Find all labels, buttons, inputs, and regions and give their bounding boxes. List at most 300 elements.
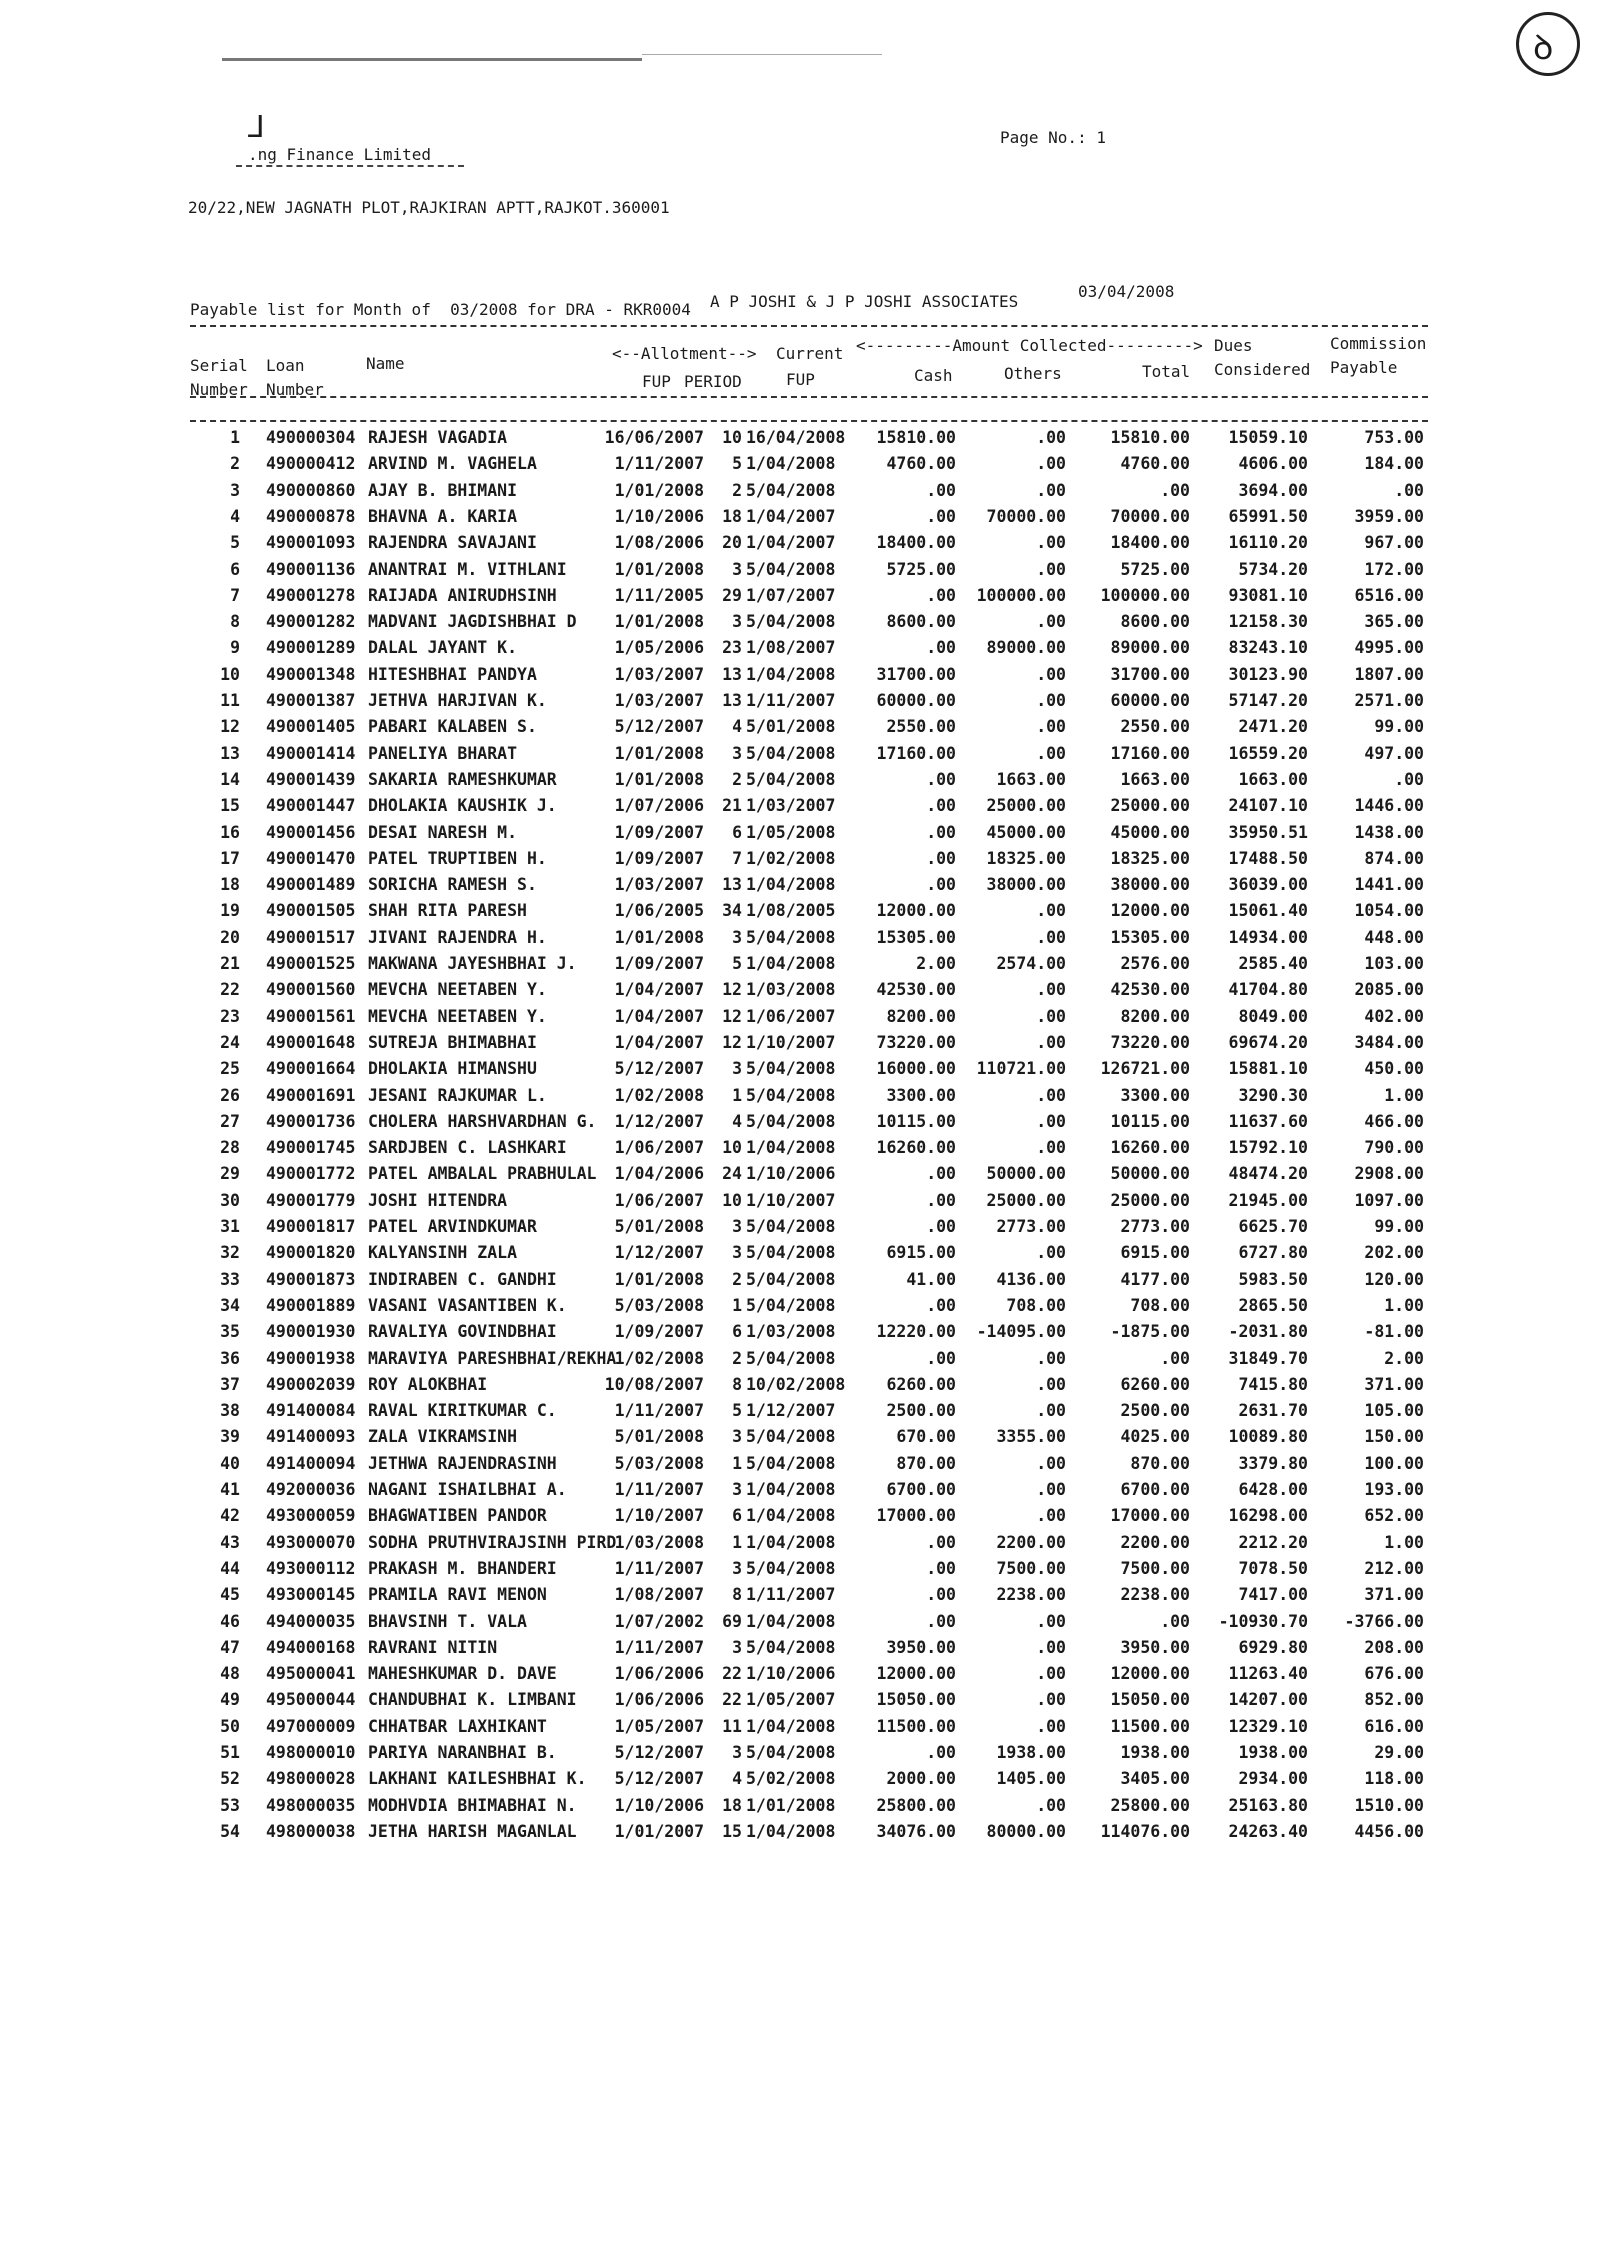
borrower-name: CHANDUBHAI K. LIMBANI bbox=[368, 1690, 577, 1710]
dues-considered: 5983.50 bbox=[1238, 1269, 1308, 1289]
borrower-name: BHAVNA A. KARIA bbox=[368, 506, 518, 526]
total-amount: 12000.00 bbox=[1110, 1664, 1190, 1684]
total-amount: 7500.00 bbox=[1120, 1558, 1190, 1578]
commission-payable: 3484.00 bbox=[1354, 1032, 1424, 1052]
others-amount: .00 bbox=[1036, 1506, 1066, 1526]
loan-number: 493000070 bbox=[266, 1532, 356, 1552]
serial-number: 42 bbox=[220, 1506, 240, 1526]
dues-considered: 2631.70 bbox=[1238, 1401, 1308, 1421]
loan-number: 491400093 bbox=[266, 1427, 356, 1447]
total-amount: 708.00 bbox=[1130, 1295, 1190, 1315]
allotment-period: 6 bbox=[732, 1506, 742, 1526]
table-row bbox=[0, 1612, 1616, 1638]
cash-amount: 8600.00 bbox=[886, 612, 956, 632]
loan-number: 490000304 bbox=[266, 428, 356, 447]
table-row bbox=[0, 1033, 1616, 1059]
borrower-name: MARAVIYA PARESHBHAI/REKHA bbox=[368, 1348, 617, 1368]
borrower-name: RAVRANI NITIN bbox=[368, 1637, 498, 1657]
commission-payable: .00 bbox=[1394, 480, 1424, 500]
total-amount: 17160.00 bbox=[1110, 743, 1190, 763]
col-commission-1: Commission bbox=[1330, 334, 1427, 353]
page-number: Page No.: 1 bbox=[1000, 128, 1106, 147]
allotment-period: 3 bbox=[732, 1243, 742, 1263]
allotment-fup: 1/07/2006 bbox=[614, 796, 704, 816]
total-amount: 4177.00 bbox=[1120, 1269, 1190, 1289]
allotment-period: 3 bbox=[732, 612, 742, 632]
commission-payable: 365.00 bbox=[1364, 612, 1424, 632]
dues-considered: 5734.20 bbox=[1238, 559, 1308, 579]
col-name: Name bbox=[366, 354, 405, 373]
others-amount: .00 bbox=[1036, 1637, 1066, 1657]
total-amount: 2238.00 bbox=[1120, 1585, 1190, 1605]
dues-considered: 15881.10 bbox=[1228, 1059, 1308, 1079]
total-amount: 126721.00 bbox=[1100, 1059, 1190, 1079]
borrower-name: MAHESHKUMAR D. DAVE bbox=[368, 1664, 557, 1684]
allotment-fup: 1/12/2007 bbox=[614, 1243, 704, 1263]
table-row bbox=[0, 1217, 1616, 1243]
loan-number: 490002039 bbox=[266, 1374, 356, 1394]
col-allotment: <--Allotment--> bbox=[612, 344, 757, 363]
serial-number: 46 bbox=[220, 1611, 240, 1631]
current-fup: 1/08/2005 bbox=[746, 901, 836, 921]
col-dues-1: Dues bbox=[1214, 336, 1253, 355]
cash-amount: 34076.00 bbox=[876, 1821, 956, 1841]
total-amount: 100000.00 bbox=[1100, 585, 1190, 605]
current-fup: 1/10/2006 bbox=[746, 1664, 836, 1684]
loan-number: 495000041 bbox=[266, 1664, 356, 1684]
serial-number: 35 bbox=[220, 1322, 240, 1342]
loan-number: 494000168 bbox=[266, 1637, 356, 1657]
loan-number: 490001289 bbox=[266, 638, 356, 658]
table-row bbox=[0, 796, 1616, 822]
cash-amount: .00 bbox=[926, 1164, 956, 1184]
others-amount: 100000.00 bbox=[976, 585, 1066, 605]
current-fup: 5/04/2008 bbox=[746, 743, 836, 763]
borrower-name: SUTREJA BHIMABHAI bbox=[368, 1032, 537, 1052]
dues-considered: 2212.20 bbox=[1238, 1532, 1308, 1552]
borrower-name: PATEL ARVINDKUMAR bbox=[368, 1217, 537, 1236]
loan-number: 490001278 bbox=[266, 585, 356, 605]
cash-amount: .00 bbox=[926, 1611, 956, 1631]
loan-number: 490001447 bbox=[266, 796, 356, 816]
others-amount: -14095.00 bbox=[976, 1322, 1066, 1342]
others-amount: .00 bbox=[1036, 1716, 1066, 1736]
allotment-fup: 1/11/2007 bbox=[614, 1480, 704, 1499]
logo-mark-icon: ⅃ bbox=[248, 110, 265, 145]
run-date: 03/04/2008 bbox=[1078, 282, 1175, 301]
current-fup: 1/04/2008 bbox=[746, 1821, 836, 1841]
allotment-period: 4 bbox=[732, 717, 742, 737]
table-row bbox=[0, 1401, 1616, 1427]
total-amount: 10115.00 bbox=[1110, 1111, 1190, 1131]
allotment-fup: 1/01/2008 bbox=[614, 769, 704, 789]
total-amount: 73220.00 bbox=[1110, 1032, 1190, 1052]
cash-amount: 42530.00 bbox=[876, 980, 956, 1000]
borrower-name: BHAGWATIBEN PANDOR bbox=[368, 1506, 547, 1526]
commission-payable: 1.00 bbox=[1384, 1295, 1424, 1315]
agent-name: A P JOSHI & J P JOSHI ASSOCIATES bbox=[710, 292, 1019, 311]
cash-amount: 5725.00 bbox=[886, 559, 956, 579]
cash-amount: .00 bbox=[926, 875, 956, 895]
dues-considered: 16110.20 bbox=[1228, 533, 1308, 553]
loan-number: 498000035 bbox=[266, 1795, 356, 1815]
cash-amount: .00 bbox=[926, 822, 956, 842]
serial-number: 38 bbox=[220, 1401, 240, 1421]
cash-amount: 2.00 bbox=[916, 954, 956, 973]
serial-number: 39 bbox=[220, 1427, 240, 1447]
table-row bbox=[0, 1717, 1616, 1743]
col-fup: FUP bbox=[642, 372, 671, 391]
serial-number: 45 bbox=[220, 1585, 240, 1605]
borrower-name: RAJENDRA SAVAJANI bbox=[368, 533, 537, 553]
table-row bbox=[0, 1769, 1616, 1795]
others-amount: .00 bbox=[1036, 1795, 1066, 1815]
commission-payable: 120.00 bbox=[1364, 1269, 1424, 1289]
current-fup: 1/04/2008 bbox=[746, 1138, 836, 1158]
cash-amount: 6915.00 bbox=[886, 1243, 956, 1263]
table-row bbox=[0, 1191, 1616, 1217]
total-amount: 12000.00 bbox=[1110, 901, 1190, 921]
cash-amount: .00 bbox=[926, 480, 956, 500]
commission-payable: 103.00 bbox=[1364, 954, 1424, 973]
total-amount: 3300.00 bbox=[1120, 1085, 1190, 1105]
commission-payable: 1054.00 bbox=[1354, 901, 1424, 921]
allotment-fup: 1/03/2007 bbox=[614, 664, 704, 684]
allotment-period: 3 bbox=[732, 1217, 742, 1236]
borrower-name: MODHVDIA BHIMABHAI N. bbox=[368, 1795, 577, 1815]
others-amount: .00 bbox=[1036, 1243, 1066, 1263]
serial-number: 26 bbox=[220, 1085, 240, 1105]
commission-payable: 1.00 bbox=[1384, 1532, 1424, 1552]
allotment-fup: 1/12/2007 bbox=[614, 1111, 704, 1131]
total-amount: 5725.00 bbox=[1120, 559, 1190, 579]
dues-considered: 2471.20 bbox=[1238, 717, 1308, 737]
serial-number: 40 bbox=[220, 1453, 240, 1473]
allotment-period: 29 bbox=[722, 585, 742, 605]
serial-number: 13 bbox=[220, 743, 240, 763]
commission-payable: 1510.00 bbox=[1354, 1795, 1424, 1815]
allotment-period: 23 bbox=[722, 638, 742, 658]
cash-amount: 2500.00 bbox=[886, 1401, 956, 1421]
commission-payable: 99.00 bbox=[1374, 717, 1424, 737]
others-amount: .00 bbox=[1036, 1401, 1066, 1421]
others-amount: .00 bbox=[1036, 980, 1066, 1000]
allotment-fup: 1/06/2005 bbox=[614, 901, 704, 921]
table-row bbox=[0, 665, 1616, 691]
commission-payable: 150.00 bbox=[1364, 1427, 1424, 1447]
dues-considered: 16559.20 bbox=[1228, 743, 1308, 763]
borrower-name: ROY ALOKBHAI bbox=[368, 1374, 488, 1394]
current-fup: 1/10/2007 bbox=[746, 1190, 836, 1210]
allotment-fup: 10/08/2007 bbox=[604, 1374, 704, 1394]
loan-number: 490001093 bbox=[266, 533, 356, 553]
allotment-fup: 1/05/2007 bbox=[614, 1716, 704, 1736]
cash-amount: 17160.00 bbox=[876, 743, 956, 763]
commission-payable: 99.00 bbox=[1374, 1217, 1424, 1236]
current-fup: 1/06/2007 bbox=[746, 1006, 836, 1026]
dues-considered: 65991.50 bbox=[1228, 506, 1308, 526]
loan-number: 490001745 bbox=[266, 1138, 356, 1158]
others-amount: 89000.00 bbox=[986, 638, 1066, 658]
dues-considered: 1938.00 bbox=[1238, 1743, 1308, 1762]
serial-number: 52 bbox=[220, 1769, 240, 1789]
cash-amount: 870.00 bbox=[896, 1453, 956, 1473]
allotment-period: 3 bbox=[732, 1480, 742, 1499]
borrower-name: PANELIYA BHARAT bbox=[368, 743, 518, 763]
total-amount: 8200.00 bbox=[1120, 1006, 1190, 1026]
others-amount: 80000.00 bbox=[986, 1821, 1066, 1841]
header-rule-bottom bbox=[190, 396, 1428, 398]
borrower-name: PARIYA NARANBHAI B. bbox=[368, 1743, 557, 1762]
header-rule-bottom-2 bbox=[190, 420, 1428, 422]
col-current-2: FUP bbox=[786, 370, 815, 389]
dues-considered: 6727.80 bbox=[1238, 1243, 1308, 1263]
col-others: Others bbox=[1004, 364, 1062, 383]
cash-amount: .00 bbox=[926, 1532, 956, 1552]
loan-number: 490001772 bbox=[266, 1164, 356, 1184]
serial-number: 41 bbox=[220, 1480, 240, 1499]
dues-considered: 2934.00 bbox=[1238, 1769, 1308, 1789]
serial-number: 16 bbox=[220, 822, 240, 842]
col-serial-1: Serial bbox=[190, 356, 248, 375]
loan-number: 490000860 bbox=[266, 480, 356, 500]
total-amount: 6915.00 bbox=[1120, 1243, 1190, 1263]
total-amount: 2550.00 bbox=[1120, 717, 1190, 737]
total-amount: 11500.00 bbox=[1110, 1716, 1190, 1736]
serial-number: 1 bbox=[230, 428, 240, 447]
borrower-name: SAKARIA RAMESHKUMAR bbox=[368, 769, 557, 789]
allotment-period: 3 bbox=[732, 1637, 742, 1657]
loan-number: 490000412 bbox=[266, 454, 356, 474]
allotment-period: 6 bbox=[732, 822, 742, 842]
current-fup: 5/04/2008 bbox=[746, 1243, 836, 1263]
current-fup: 5/04/2008 bbox=[746, 1295, 836, 1315]
serial-number: 8 bbox=[230, 612, 240, 632]
cash-amount: 12000.00 bbox=[876, 1664, 956, 1684]
table-row bbox=[0, 823, 1616, 849]
dues-considered: 7415.80 bbox=[1238, 1374, 1308, 1394]
dues-considered: 3290.30 bbox=[1238, 1085, 1308, 1105]
serial-number: 37 bbox=[220, 1374, 240, 1394]
current-fup: 5/04/2008 bbox=[746, 1269, 836, 1289]
dues-considered: 30123.90 bbox=[1228, 664, 1308, 684]
borrower-name: SODHA PRUTHVIRAJSINH PIRD bbox=[368, 1532, 617, 1552]
table-row bbox=[0, 481, 1616, 507]
current-fup: 5/04/2008 bbox=[746, 480, 836, 500]
dues-considered: -10930.70 bbox=[1218, 1611, 1308, 1631]
current-fup: 1/10/2006 bbox=[746, 1164, 836, 1184]
current-fup: 1/03/2008 bbox=[746, 1322, 836, 1342]
allotment-period: 18 bbox=[722, 506, 742, 526]
borrower-name: JESANI RAJKUMAR L. bbox=[368, 1085, 547, 1105]
loan-number: 490001779 bbox=[266, 1190, 356, 1210]
serial-number: 15 bbox=[220, 796, 240, 816]
table-row bbox=[0, 1270, 1616, 1296]
serial-number: 17 bbox=[220, 848, 240, 868]
allotment-fup: 1/11/2007 bbox=[614, 1558, 704, 1578]
allotment-period: 13 bbox=[722, 875, 742, 895]
others-amount: .00 bbox=[1036, 1374, 1066, 1394]
allotment-fup: 1/10/2006 bbox=[614, 506, 704, 526]
loan-number: 494000035 bbox=[266, 1611, 356, 1631]
dues-considered: 17488.50 bbox=[1228, 848, 1308, 868]
table-row bbox=[0, 770, 1616, 796]
allotment-fup: 5/01/2008 bbox=[614, 1217, 704, 1236]
total-amount: 60000.00 bbox=[1110, 691, 1190, 710]
dues-considered: 41704.80 bbox=[1228, 980, 1308, 1000]
dues-considered: 7078.50 bbox=[1238, 1558, 1308, 1578]
current-fup: 1/04/2008 bbox=[746, 1716, 836, 1736]
serial-number: 30 bbox=[220, 1190, 240, 1210]
loan-number: 497000009 bbox=[266, 1716, 356, 1736]
others-amount: 70000.00 bbox=[986, 506, 1066, 526]
current-fup: 1/11/2007 bbox=[746, 691, 836, 710]
serial-number: 2 bbox=[230, 454, 240, 474]
allotment-period: 8 bbox=[732, 1585, 742, 1605]
cash-amount: 12220.00 bbox=[876, 1322, 956, 1342]
others-amount: .00 bbox=[1036, 1664, 1066, 1684]
serial-number: 7 bbox=[230, 585, 240, 605]
current-fup: 1/08/2007 bbox=[746, 638, 836, 658]
loan-number: 493000145 bbox=[266, 1585, 356, 1605]
total-amount: 18325.00 bbox=[1110, 848, 1190, 868]
borrower-name: JETHWA RAJENDRASINH bbox=[368, 1453, 557, 1473]
cash-amount: 73220.00 bbox=[876, 1032, 956, 1052]
allotment-fup: 1/02/2008 bbox=[614, 1085, 704, 1105]
commission-payable: -81.00 bbox=[1364, 1322, 1424, 1342]
serial-number: 32 bbox=[220, 1243, 240, 1263]
cash-amount: .00 bbox=[926, 585, 956, 605]
allotment-period: 24 bbox=[722, 1164, 742, 1184]
allotment-fup: 1/09/2007 bbox=[614, 954, 704, 973]
table-row bbox=[0, 717, 1616, 743]
current-fup: 1/01/2008 bbox=[746, 1795, 836, 1815]
commission-payable: 202.00 bbox=[1364, 1243, 1424, 1263]
allotment-fup: 1/10/2007 bbox=[614, 1506, 704, 1526]
dues-considered: 12329.10 bbox=[1228, 1716, 1308, 1736]
table-row bbox=[0, 560, 1616, 586]
others-amount: 1938.00 bbox=[996, 1743, 1066, 1762]
total-amount: 89000.00 bbox=[1110, 638, 1190, 658]
allotment-period: 4 bbox=[732, 1111, 742, 1131]
others-amount: .00 bbox=[1036, 717, 1066, 737]
total-amount: 2500.00 bbox=[1120, 1401, 1190, 1421]
loan-number: 498000028 bbox=[266, 1769, 356, 1789]
serial-number: 34 bbox=[220, 1295, 240, 1315]
current-fup: 1/05/2008 bbox=[746, 822, 836, 842]
current-fup: 1/04/2008 bbox=[746, 454, 836, 474]
serial-number: 47 bbox=[220, 1637, 240, 1657]
allotment-fup: 1/11/2005 bbox=[614, 585, 704, 605]
serial-number: 19 bbox=[220, 901, 240, 921]
cash-amount: 4760.00 bbox=[886, 454, 956, 474]
commission-payable: 1438.00 bbox=[1354, 822, 1424, 842]
allotment-fup: 1/03/2008 bbox=[614, 1532, 704, 1552]
table-row bbox=[0, 1296, 1616, 1322]
allotment-fup: 1/01/2008 bbox=[614, 559, 704, 579]
col-loan-1: Loan bbox=[266, 356, 305, 375]
allotment-period: 3 bbox=[732, 743, 742, 763]
current-fup: 1/02/2008 bbox=[746, 848, 836, 868]
table-row bbox=[0, 1454, 1616, 1480]
serial-number: 44 bbox=[220, 1558, 240, 1578]
current-fup: 5/04/2008 bbox=[746, 1059, 836, 1079]
commission-payable: 4456.00 bbox=[1354, 1821, 1424, 1841]
allotment-fup: 1/05/2006 bbox=[614, 638, 704, 658]
page-mark-circle bbox=[1516, 12, 1580, 76]
loan-number: 493000059 bbox=[266, 1506, 356, 1526]
current-fup: 5/02/2008 bbox=[746, 1769, 836, 1789]
others-amount: .00 bbox=[1036, 1611, 1066, 1631]
col-amount-collected: <---------Amount Collected---------> bbox=[856, 336, 1203, 355]
others-amount: .00 bbox=[1036, 454, 1066, 474]
borrower-name: JIVANI RAJENDRA H. bbox=[368, 927, 547, 947]
current-fup: 5/04/2008 bbox=[746, 927, 836, 947]
cash-amount: 18400.00 bbox=[876, 533, 956, 553]
table-row bbox=[0, 849, 1616, 875]
allotment-period: 12 bbox=[722, 980, 742, 1000]
total-amount: 870.00 bbox=[1130, 1453, 1190, 1473]
others-amount: 3355.00 bbox=[996, 1427, 1066, 1447]
commission-payable: 652.00 bbox=[1364, 1506, 1424, 1526]
allotment-fup: 1/04/2006 bbox=[614, 1164, 704, 1184]
current-fup: 1/04/2008 bbox=[746, 664, 836, 684]
current-fup: 1/04/2007 bbox=[746, 533, 836, 553]
allotment-period: 18 bbox=[722, 1795, 742, 1815]
total-amount: 15305.00 bbox=[1110, 927, 1190, 947]
borrower-name: PRAKASH M. BHANDERI bbox=[368, 1558, 557, 1578]
allotment-fup: 1/08/2006 bbox=[614, 533, 704, 553]
dues-considered: 11263.40 bbox=[1228, 1664, 1308, 1684]
allotment-fup: 1/02/2008 bbox=[614, 1348, 704, 1368]
allotment-fup: 1/01/2008 bbox=[614, 612, 704, 632]
others-amount: .00 bbox=[1036, 533, 1066, 553]
allotment-fup: 5/12/2007 bbox=[614, 1769, 704, 1789]
total-amount: 31700.00 bbox=[1110, 664, 1190, 684]
others-amount: 45000.00 bbox=[986, 822, 1066, 842]
others-amount: .00 bbox=[1036, 691, 1066, 710]
cash-amount: 60000.00 bbox=[876, 691, 956, 710]
borrower-name: JOSHI HITENDRA bbox=[368, 1190, 508, 1210]
allotment-period: 2 bbox=[732, 769, 742, 789]
borrower-name: ANANTRAI M. VITHLANI bbox=[368, 559, 567, 579]
dues-considered: 6929.80 bbox=[1238, 1637, 1308, 1657]
allotment-period: 12 bbox=[722, 1032, 742, 1052]
total-amount: -1875.00 bbox=[1110, 1322, 1190, 1342]
table-row bbox=[0, 1164, 1616, 1190]
table-row bbox=[0, 1559, 1616, 1585]
allotment-fup: 5/12/2007 bbox=[614, 1059, 704, 1079]
borrower-name: PABARI KALABEN S. bbox=[368, 717, 537, 737]
current-fup: 1/04/2008 bbox=[746, 1506, 836, 1526]
others-amount: 7500.00 bbox=[996, 1558, 1066, 1578]
total-amount: 1938.00 bbox=[1120, 1743, 1190, 1762]
dues-considered: 83243.10 bbox=[1228, 638, 1308, 658]
borrower-name: ARVIND M. VAGHELA bbox=[368, 454, 537, 474]
serial-number: 3 bbox=[230, 480, 240, 500]
dues-considered: 31849.70 bbox=[1228, 1348, 1308, 1368]
serial-number: 49 bbox=[220, 1690, 240, 1710]
commission-payable: 676.00 bbox=[1364, 1664, 1424, 1684]
others-amount: .00 bbox=[1036, 1138, 1066, 1158]
total-amount: 45000.00 bbox=[1110, 822, 1190, 842]
total-amount: 2200.00 bbox=[1120, 1532, 1190, 1552]
cash-amount: .00 bbox=[926, 506, 956, 526]
table-row bbox=[0, 1086, 1616, 1112]
dues-considered: 7417.00 bbox=[1238, 1585, 1308, 1605]
total-amount: 6260.00 bbox=[1120, 1374, 1190, 1394]
cash-amount: 41.00 bbox=[906, 1269, 956, 1289]
